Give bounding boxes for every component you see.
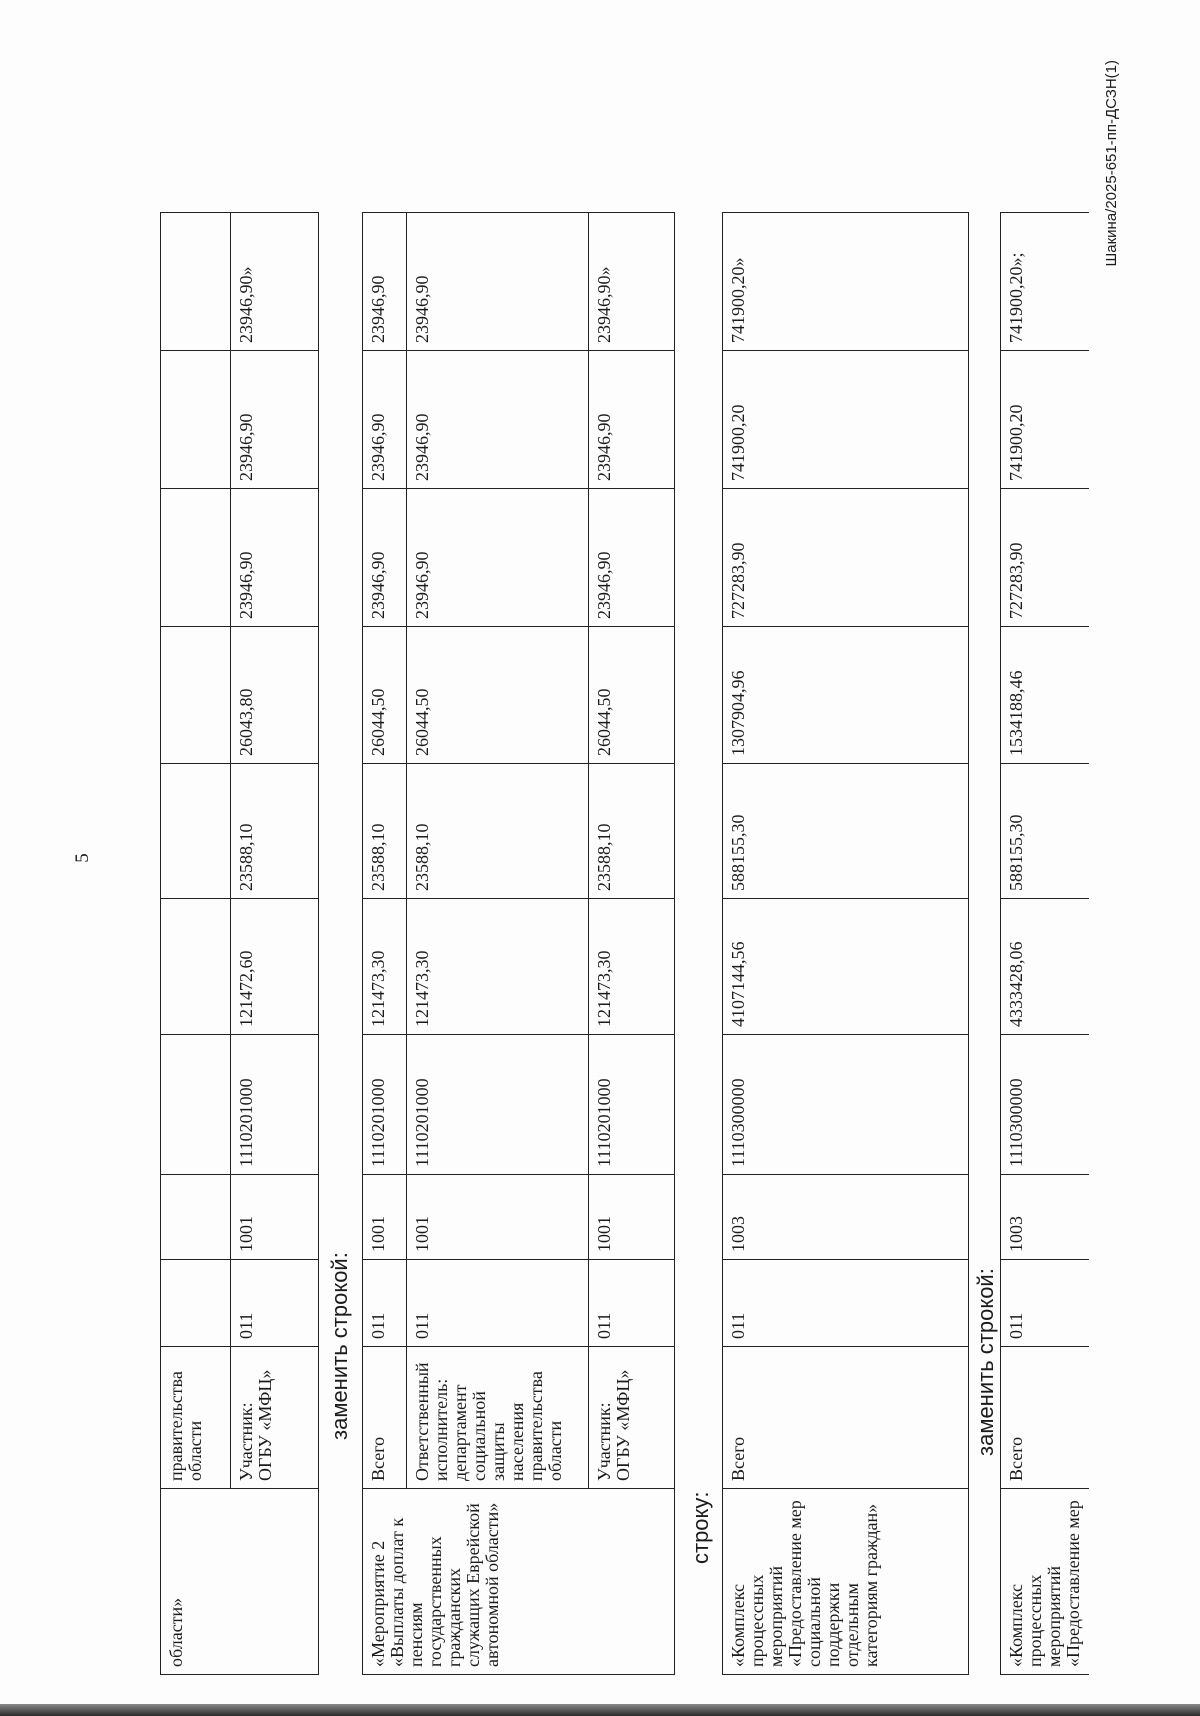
complex-activities-table-old <box>722 212 969 1675</box>
table-row <box>1001 213 1089 1675</box>
executor-cell: Всего <box>723 1347 969 1489</box>
executor-cell: Участник: ОГБУ «МФЦ» <box>589 1347 675 1489</box>
value-cell: 4107144,56 <box>723 899 969 1035</box>
value-cell: 011 <box>363 1260 407 1347</box>
value-cell: 1003 <box>723 1175 969 1260</box>
value-cell: 1110201000 <box>231 1035 319 1175</box>
executor-cell: Участник: ОГБУ «МФЦ» <box>231 1347 319 1489</box>
value-cell <box>161 1035 231 1175</box>
value-cell: 23588,10 <box>363 764 407 899</box>
value-cell: 26043,80 <box>231 627 319 764</box>
table-row <box>161 213 231 1675</box>
value-cell: 1110201000 <box>407 1035 589 1175</box>
value-cell <box>161 899 231 1035</box>
executor-cell: правительства области <box>161 1347 231 1489</box>
activity-name-cell: «Комплекс процессных мероприятий «Предоставление мер <box>1001 1489 1089 1675</box>
value-cell: 23588,10 <box>231 764 319 899</box>
value-cell: 23946,90 <box>363 213 407 351</box>
value-cell: 23588,10 <box>589 764 675 899</box>
value-cell: 741900,20» <box>723 213 969 351</box>
table-row <box>589 213 675 1675</box>
table-row <box>407 213 589 1675</box>
value-cell: 1001 <box>363 1175 407 1260</box>
value-cell: 26044,50 <box>363 627 407 764</box>
value-cell: 1110201000 <box>589 1035 675 1175</box>
value-cell <box>161 213 231 351</box>
value-cell: 1001 <box>231 1175 319 1260</box>
executor-cell: Всего <box>363 1347 407 1489</box>
value-cell: 588155,30 <box>723 764 969 899</box>
value-cell: 741900,20 <box>1001 351 1089 489</box>
value-cell: 23946,90 <box>407 213 589 351</box>
value-cell: 26044,50 <box>407 627 589 764</box>
activity-name-cell: области» <box>161 1489 231 1675</box>
value-cell: 23946,90 <box>231 489 319 627</box>
value-cell <box>161 1175 231 1260</box>
footer-note: Шакина/2025-651-пп-ДСЗН(1) <box>1103 60 1120 267</box>
value-cell: 1110300000 <box>723 1035 969 1175</box>
executor-cell: Всего <box>1001 1347 1089 1489</box>
value-cell: 121472,60 <box>231 899 319 1035</box>
value-cell <box>161 627 231 764</box>
value-cell: 23946,90» <box>231 213 319 351</box>
value-cell: 23946,90 <box>407 351 589 489</box>
activity-2-table <box>362 212 675 1675</box>
complex-activities-table-new <box>1000 212 1089 1675</box>
value-cell: 121473,30 <box>589 899 675 1035</box>
row-caption: строку: <box>688 1491 713 1564</box>
budget-table-continuation <box>160 212 319 1675</box>
value-cell: 741900,20»; <box>1001 213 1089 351</box>
value-cell: 23946,90 <box>589 489 675 627</box>
value-cell: 011 <box>1001 1260 1089 1347</box>
activity-name-cell: «Мероприятие 2 «Выплаты доплат к пенсиям государственных гражданских служащих Еврейской автономной области» <box>363 1489 675 1675</box>
value-cell: 727283,90 <box>723 489 969 627</box>
value-cell: 011 <box>407 1260 589 1347</box>
value-cell <box>161 1260 231 1347</box>
value-cell: 1001 <box>589 1175 675 1260</box>
value-cell: 121473,30 <box>363 899 407 1035</box>
value-cell: 1001 <box>407 1175 589 1260</box>
page-number: 5 <box>72 853 93 863</box>
value-cell: 23946,90 <box>231 351 319 489</box>
value-cell <box>161 764 231 899</box>
value-cell: 727283,90 <box>1001 489 1089 627</box>
table-row <box>363 213 407 1675</box>
value-cell: 23946,90 <box>589 351 675 489</box>
value-cell: 588155,30 <box>1001 764 1089 899</box>
table-row <box>723 213 969 1675</box>
value-cell: 23946,90» <box>589 213 675 351</box>
value-cell: 011 <box>231 1260 319 1347</box>
executor-cell: Ответственный исполнитель: департамент социальной защиты населения правительства области <box>407 1347 589 1489</box>
activity-name-cell: «Комплекс процессных мероприятий «Предоставление мер социальной поддержки отдельным категориям граждан» <box>723 1489 969 1675</box>
value-cell: 26044,50 <box>589 627 675 764</box>
value-cell: 121473,30 <box>407 899 589 1035</box>
value-cell: 23946,90 <box>363 489 407 627</box>
value-cell: 1534188,46 <box>1001 627 1089 764</box>
table-row <box>231 213 319 1675</box>
scan-edge <box>0 1704 1200 1716</box>
value-cell: 23588,10 <box>407 764 589 899</box>
replace-caption: заменить строкой: <box>327 1252 352 1440</box>
value-cell: 741900,20 <box>723 351 969 489</box>
value-cell: 4333428,06 <box>1001 899 1089 1035</box>
value-cell: 011 <box>589 1260 675 1347</box>
activity-name-cell <box>231 1489 319 1675</box>
value-cell: 1307904,96 <box>723 627 969 764</box>
value-cell: 23946,90 <box>407 489 589 627</box>
value-cell: 1110300000 <box>1001 1035 1089 1175</box>
value-cell: 23946,90 <box>363 351 407 489</box>
value-cell: 1003 <box>1001 1175 1089 1260</box>
value-cell: 1110201000 <box>363 1035 407 1175</box>
replace-caption: заменить строкой: <box>973 1268 998 1456</box>
value-cell <box>161 489 231 627</box>
value-cell: 011 <box>723 1260 969 1347</box>
value-cell <box>161 351 231 489</box>
